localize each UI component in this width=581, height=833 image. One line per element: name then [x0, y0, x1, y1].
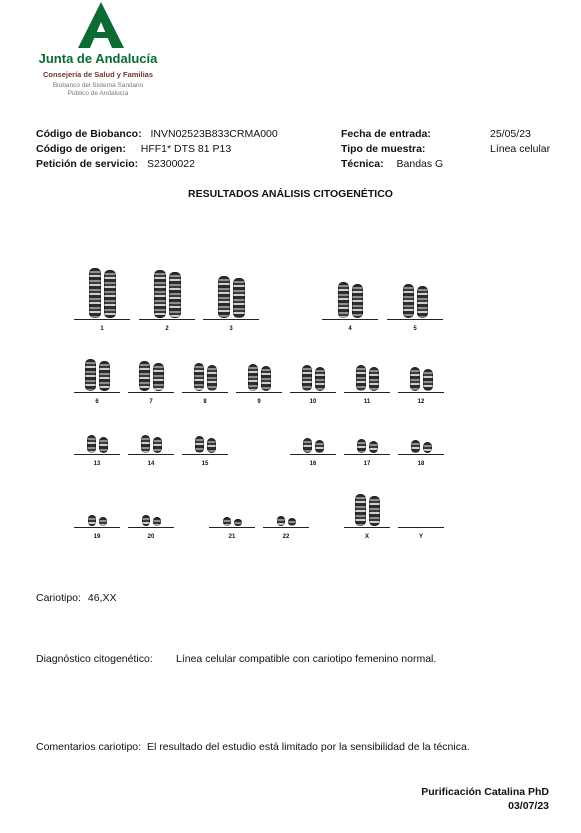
- karyotype-baseline: [128, 392, 174, 393]
- karyotype-baseline: [398, 454, 444, 455]
- karyotype-baseline: [344, 454, 390, 455]
- chromosome-label: 9: [257, 399, 261, 405]
- report-title: RESULTADOS ANÁLISIS CITOGENÉTICO: [188, 188, 393, 200]
- chromosome-pair-13: [74, 395, 120, 467]
- chromosome-7: [139, 361, 150, 391]
- chromosome-pair-12: [398, 333, 444, 405]
- chromosome-pair-9: [236, 333, 282, 405]
- chromosome-15: [207, 438, 216, 453]
- diagnosis-label: Diagnóstico citogenético:: [36, 653, 153, 665]
- chromosome-pair-1: [74, 260, 130, 332]
- chromosome-6: [85, 359, 96, 391]
- chromosome-4: [352, 284, 363, 318]
- chromosome-19: [99, 517, 107, 526]
- chromosome-12: [410, 367, 420, 391]
- karyotype-value: 46,XX: [87, 592, 117, 604]
- chromosome-label: 12: [417, 399, 425, 405]
- chromosome-17: [369, 441, 378, 453]
- chromosome-label: 17: [363, 461, 371, 467]
- chromosome-label: 10: [309, 399, 317, 405]
- org-name: Junta de Andalucía: [38, 51, 158, 66]
- sample-type-label: Tipo de muestra:: [341, 143, 426, 155]
- karyotype-baseline: [322, 319, 378, 320]
- karyotype-baseline: [74, 527, 120, 528]
- chromosome-20: [142, 515, 150, 526]
- chromosome-label: 3: [229, 326, 233, 332]
- comments-row: [36, 741, 470, 753]
- chromosome-16: [303, 438, 312, 453]
- karyotype-baseline: [398, 392, 444, 393]
- chromosome-pair-21: [209, 468, 255, 540]
- chromosome-pair-22: [263, 468, 309, 540]
- chromosome-label: 7: [149, 399, 153, 405]
- chromosome-3: [218, 276, 230, 318]
- chromosome-13: [99, 437, 108, 453]
- chromosome-19: [88, 515, 96, 526]
- chromosome-label: 5: [413, 326, 417, 332]
- chromosome-pair-8: [182, 333, 228, 405]
- chromosome-8: [194, 363, 204, 391]
- origin-code-row: [36, 143, 231, 155]
- karyotype-baseline: [128, 454, 174, 455]
- chromosome-label: 21: [228, 534, 236, 540]
- chromosome-21: [234, 519, 242, 526]
- chromosome-x: [355, 494, 366, 526]
- origin-code-value: HFF1* DTS 81 P13: [140, 143, 232, 155]
- technique-value: Bandas G: [396, 158, 444, 170]
- karyotype-baseline: [74, 392, 120, 393]
- signature-name: Purificación Catalina PhD: [421, 786, 549, 798]
- service-request-value: S2300022: [147, 158, 195, 170]
- sample-type-value: Línea celular: [490, 143, 551, 155]
- chromosome-14: [153, 437, 162, 453]
- service-request-row: [36, 158, 195, 170]
- chromosome-pair-20: [128, 468, 174, 540]
- chromosome-pair-10: [290, 333, 336, 405]
- comments-label: Comentarios cariotipo:: [36, 741, 142, 753]
- chromosome-pair-5: [387, 260, 443, 332]
- karyotype-baseline: [128, 527, 174, 528]
- service-request-label: Petición de servicio:: [36, 158, 139, 170]
- origin-code-label: Código de origen:: [36, 143, 126, 155]
- chromosome-pair-18: [398, 395, 444, 467]
- chromosome-22: [288, 518, 296, 526]
- chromosome-label: 22: [282, 534, 290, 540]
- chromosome-1: [89, 268, 101, 318]
- chromosome-label: 18: [417, 461, 425, 467]
- diagnosis-value: Línea celular compatible con cariotipo femenino normal.: [176, 653, 437, 665]
- chromosome-3: [233, 278, 245, 318]
- signature-date: 03/07/23: [508, 800, 549, 812]
- chromosome-label: 1: [100, 326, 104, 332]
- karyotype-baseline: [74, 319, 130, 320]
- chromosome-17: [357, 439, 366, 453]
- chromosome-label: 8: [203, 399, 207, 405]
- biobank-subtitle-1: Biobanco del Sistema Sanitario: [52, 82, 144, 89]
- karyotype-baseline: [290, 454, 336, 455]
- chromosome-label: 4: [348, 326, 352, 332]
- chromosome-label: 14: [147, 461, 155, 467]
- entry-date-value: 25/05/23: [490, 128, 531, 140]
- karyotype-baseline: [74, 454, 120, 455]
- karyotype-baseline: [263, 527, 309, 528]
- chromosome-11: [369, 367, 379, 391]
- chromosome-21: [223, 517, 231, 526]
- entry-date-label: Fecha de entrada:: [341, 128, 431, 140]
- karyotype-row: [36, 592, 116, 604]
- karyotype-baseline: [182, 454, 228, 455]
- chromosome-label: Y: [418, 534, 423, 540]
- karyotype-baseline: [398, 527, 444, 528]
- junta-andalucia-logo-icon: [78, 2, 124, 48]
- karyotype-baseline: [203, 319, 259, 320]
- chromosome-9: [248, 364, 258, 391]
- chromosome-9: [261, 366, 271, 391]
- chromosome-label: 19: [93, 534, 101, 540]
- chromosome-15: [195, 436, 204, 453]
- chromosome-11: [356, 365, 366, 391]
- chromosome-12: [423, 369, 433, 391]
- chromosome-10: [315, 367, 325, 391]
- chromosome-pair-11: [344, 333, 390, 405]
- chromosome-label: 20: [147, 534, 155, 540]
- chromosome-pair-x: [344, 468, 390, 540]
- chromosome-pair-15: [182, 395, 228, 467]
- biobank-code-value: INVN02523B833CRMA000: [150, 128, 278, 140]
- chromosome-18: [423, 442, 432, 453]
- chromosome-label: 13: [93, 461, 101, 467]
- karyotype-baseline: [290, 392, 336, 393]
- technique-label: Técnica:: [341, 158, 384, 170]
- comments-value: El resultado del estudio está limitado por la sensibilidad de la técnica.: [146, 741, 470, 753]
- chromosome-pair-2: [139, 260, 195, 332]
- chromosome-1: [104, 270, 116, 318]
- technique-row: [341, 158, 443, 170]
- department-name: Consejería de Salud y Familias: [42, 70, 154, 79]
- karyotype-baseline: [387, 319, 443, 320]
- chromosome-label: 2: [165, 326, 169, 332]
- chromosome-5: [417, 286, 428, 318]
- chromosome-pair-6: [74, 333, 120, 405]
- chromosome-8: [207, 365, 217, 391]
- chromosome-7: [153, 363, 164, 391]
- karyotype-baseline: [344, 392, 390, 393]
- chromosome-5: [403, 284, 414, 318]
- chromosome-label: 16: [309, 461, 317, 467]
- chromosome-pair-19: [74, 468, 120, 540]
- chromosome-pair-4: [322, 260, 378, 332]
- chromosome-pair-y: [398, 468, 444, 540]
- chromosome-2: [154, 270, 166, 318]
- karyotype-baseline: [344, 527, 390, 528]
- chromosome-6: [99, 361, 110, 391]
- chromosome-2: [169, 272, 181, 318]
- chromosome-x: [369, 496, 380, 526]
- karyotype-baseline: [139, 319, 195, 320]
- chromosome-label: 15: [201, 461, 209, 467]
- chromosome-4: [338, 282, 349, 318]
- karyotype-baseline: [209, 527, 255, 528]
- chromosome-pair-17: [344, 395, 390, 467]
- biobank-subtitle-2: Público de Andalucía: [67, 90, 129, 97]
- chromosome-22: [277, 516, 285, 526]
- biobank-code-label: Código de Biobanco:: [36, 128, 142, 140]
- chromosome-pair-14: [128, 395, 174, 467]
- chromosome-13: [87, 435, 96, 453]
- chromosome-label: 11: [363, 399, 371, 405]
- chromosome-pair-3: [203, 260, 259, 332]
- chromosome-label: X: [364, 534, 369, 540]
- karyotype-baseline: [182, 392, 228, 393]
- karyotype-label: Cariotipo:: [36, 592, 81, 604]
- chromosome-pair-16: [290, 395, 336, 467]
- chromosome-10: [302, 365, 312, 391]
- chromosome-pair-7: [128, 333, 174, 405]
- chromosome-label: 6: [95, 399, 99, 405]
- chromosome-20: [153, 517, 161, 526]
- chromosome-14: [141, 435, 150, 453]
- chromosome-18: [411, 440, 420, 453]
- karyotype-baseline: [236, 392, 282, 393]
- biobank-code-row: [36, 128, 278, 140]
- chromosome-16: [315, 440, 324, 453]
